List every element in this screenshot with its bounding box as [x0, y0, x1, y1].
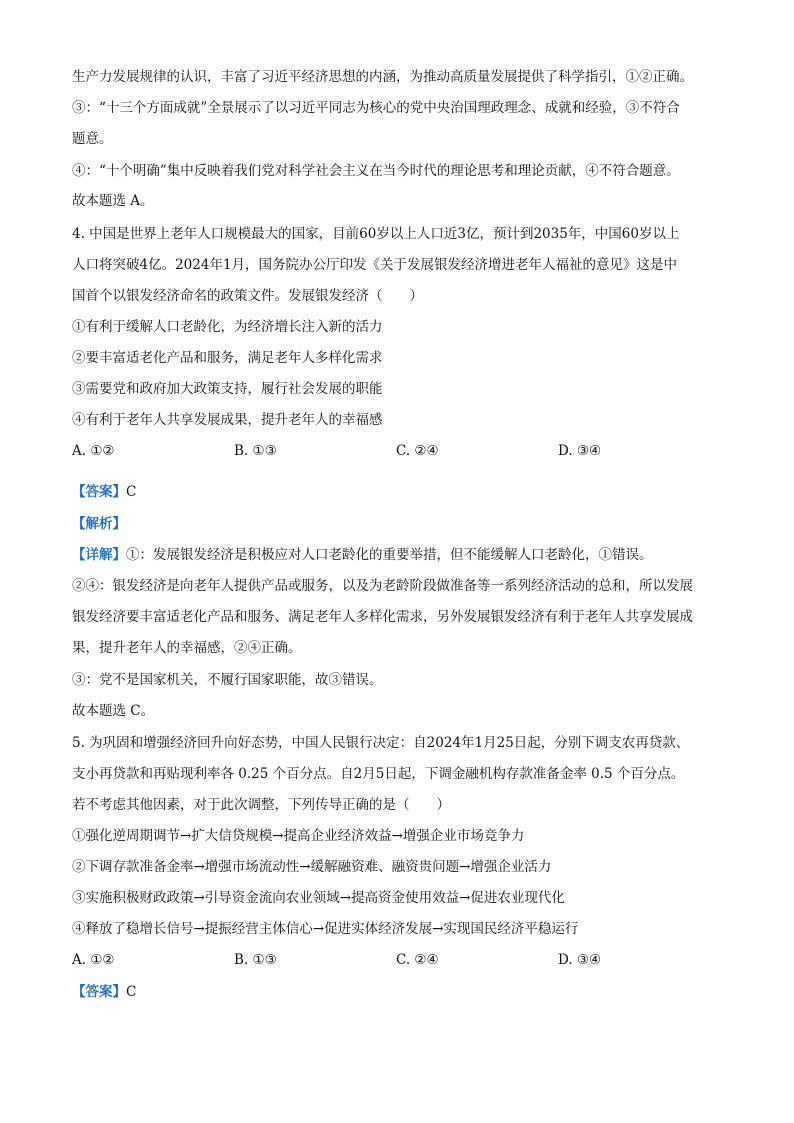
q5-stem-line: 5. 为巩固和增强经济回升向好态势，中国人民银行决定：自2024年1月25日起，分别下调支农再贷款、 [72, 735, 690, 751]
q5-item: ③实施积极财政政策→引导资金流向农业领域→提高资金使用效益→促进农业现代化 [72, 890, 565, 906]
q5-option-d: D. ③④ [558, 952, 602, 968]
text-line: ③：“十三个方面成就”全景展示了以习近平同志为核心的党中央治国理政理念、成就和经验，③不符合 [72, 100, 680, 116]
q5-option-a: A. ①② [72, 952, 115, 968]
q5-option-c: C. ②④ [396, 952, 439, 968]
q4-stem-line: 国首个以银发经济命名的政策文件。发展银发经济（ ） [72, 288, 423, 304]
explanation-text: ①：发展银发经济是积极应对人口老龄化的重要举措，但不能缓解人口老龄化，①错误。 [126, 547, 653, 563]
detail-label: 【详解】 [72, 547, 126, 563]
q4-detail-line [72, 545, 653, 565]
q4-option-d: D. ③④ [558, 443, 602, 459]
q5-stem-line: 若不考虑其他因素，对于此次调整，下列传导正确的是（ ） [72, 797, 450, 813]
q4-stem-line: 4. 中国是世界上老年人口规模最大的国家，目前60岁以上人口近3亿，预计到2035年，中国60岁以上 [72, 226, 680, 242]
q4-explanation-line: ②④：银发经济是向老年人提供产品或服务，以及为老龄阶段做准备等一系列经济活动的总和，所以发展 [72, 578, 693, 594]
q5-item: ④释放了稳增长信号→提振经营主体信心→促进实体经济发展→实现国民经济平稳运行 [72, 921, 579, 937]
q4-explanation-line: 果，提升老年人的幸福感，②④正确。 [72, 640, 302, 656]
q4-option-b: B. ①③ [234, 443, 277, 459]
answer-label: 【答案】 [72, 484, 126, 500]
q5-stem-line: 支小再贷款和再贴现利率各 0.25 个百分点。自2月5日起，下调金融机构存款准备金率 0.5 个百分点。 [72, 766, 685, 782]
answer-label: 【答案】 [72, 984, 126, 1000]
text-line: 题意。 [72, 131, 113, 147]
q4-option-a: A. ①② [72, 443, 115, 459]
text-line: 生产力发展规律的认识，丰富了习近平经济思想的内涵，为推动高质量发展提供了科学指引，①②正确。 [72, 69, 693, 85]
analysis-label: 【解析】 [72, 516, 126, 532]
text-line: 故本题选 A。 [72, 193, 154, 209]
q4-explanation-line: 故本题选 C。 [72, 703, 155, 719]
q5-item: ①强化逆周期调节→扩大信贷规模→提高企业经济效益→增强企业市场竞争力 [72, 828, 525, 844]
q4-explanation-line: 银发经济要丰富适老化产品和服务、满足老年人多样化需求，另外发展银发经济有利于老年人共享发展成 [72, 609, 693, 625]
q5-answer [72, 982, 136, 1002]
q4-answer [72, 482, 136, 502]
q4-analysis-heading [72, 514, 126, 534]
q5-item: ②下调存款准备金率→增强市场流动性→缓解融资难、融资贵问题→增强企业活力 [72, 859, 552, 875]
q4-stem-line: 人口将突破4亿。2024年1月，国务院办公厅印发《关于发展银发经济增进老年人福祉的意见》这是中 [72, 257, 678, 273]
q4-item: ③需要党和政府加大政策支持，履行社会发展的职能 [72, 381, 383, 397]
q5-option-b: B. ①③ [234, 952, 277, 968]
q4-option-c: C. ②④ [396, 443, 439, 459]
q4-item: ②要丰富适老化产品和服务，满足老年人多样化需求 [72, 350, 383, 366]
answer-value: C [126, 984, 137, 1000]
q4-item: ①有利于缓解人口老龄化，为经济增长注入新的活力 [72, 319, 383, 335]
answer-value: C [126, 484, 137, 500]
q4-explanation-line: ③：党不是国家机关，不履行国家职能，故③错误。 [72, 672, 383, 688]
q4-item: ④有利于老年人共享发展成果，提升老年人的幸福感 [72, 412, 383, 428]
text-line: ④：“十个明确”集中反映着我们党对科学社会主义在当今时代的理论思考和理论贡献，④不符合题意。 [72, 163, 680, 179]
